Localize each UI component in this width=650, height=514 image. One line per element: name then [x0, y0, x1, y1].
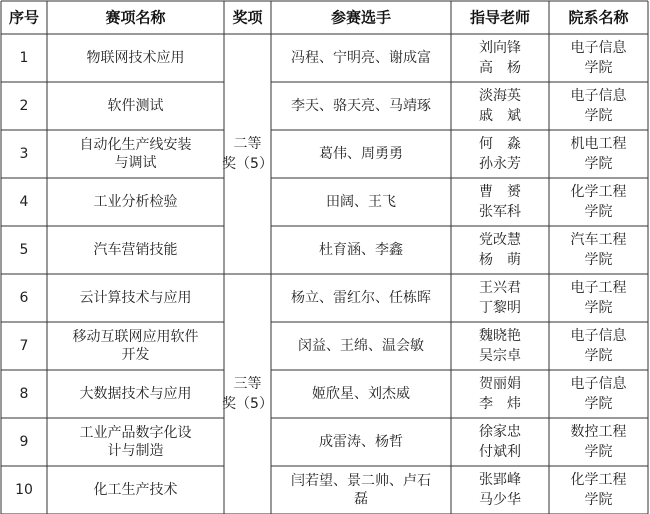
event-name: 开发 — [121, 347, 150, 363]
column-header: 参赛选手 — [330, 8, 392, 27]
award-level: 奖（5） — [222, 156, 273, 172]
teachers: 李 炜 — [479, 396, 521, 412]
event-name: 工业分析检验 — [93, 194, 178, 210]
department: 学院 — [584, 300, 613, 316]
event-name: 自动化生产线安装 — [79, 137, 192, 153]
department: 化学工程 — [570, 472, 627, 488]
players: 李天、骆天亮、马靖琢 — [291, 98, 431, 114]
column-header: 序号 — [8, 8, 40, 27]
row-number: 8 — [19, 386, 29, 402]
teachers: 张郢峰 — [479, 472, 521, 488]
award-level: 二等 — [233, 136, 262, 152]
column-header: 指导老师 — [469, 8, 531, 27]
teachers: 戚 斌 — [479, 108, 521, 124]
teachers: 淡海英 — [479, 88, 521, 104]
players: 冯程、宁明亮、谢成富 — [291, 50, 431, 66]
department: 电子信息 — [570, 328, 627, 344]
players: 姬欣星、刘杰威 — [312, 386, 410, 402]
department: 汽车工程 — [570, 232, 627, 248]
row-number: 10 — [15, 482, 33, 498]
players: 葛伟、周勇勇 — [319, 146, 403, 162]
players: 杨立、雷红尔、任栋晖 — [291, 290, 431, 306]
players: 闵益、王绵、温会敏 — [298, 338, 424, 354]
players: 田阔、王飞 — [326, 194, 396, 210]
teachers: 高 杨 — [479, 60, 521, 76]
event-name: 移动互联网应用软件 — [72, 329, 199, 345]
teachers: 杨 萌 — [479, 252, 521, 268]
teachers: 何 淼 — [479, 136, 521, 152]
event-name: 与调试 — [114, 155, 157, 171]
department: 电子信息 — [570, 88, 627, 104]
event-name: 大数据技术与应用 — [79, 386, 192, 402]
department: 学院 — [584, 156, 613, 172]
event-name: 计与制造 — [107, 443, 164, 459]
teachers: 吴宗卓 — [479, 348, 521, 364]
event-name: 汽车营销技能 — [93, 242, 178, 258]
row-number: 2 — [19, 98, 29, 114]
row-number: 6 — [19, 290, 29, 306]
department: 学院 — [584, 60, 613, 76]
teachers: 党改慧 — [479, 232, 521, 248]
department: 学院 — [584, 108, 613, 124]
teachers: 孙永芳 — [479, 156, 521, 172]
players: 杜育涵、李鑫 — [319, 242, 403, 258]
award-level: 奖（5） — [222, 396, 273, 412]
teachers: 马少华 — [479, 492, 521, 508]
department: 化学工程 — [570, 184, 627, 200]
column-header: 赛项名称 — [105, 8, 166, 27]
row-number: 3 — [19, 146, 29, 162]
players: 闫若望、景二帅、卢石 — [291, 473, 431, 489]
teachers: 张军科 — [479, 204, 521, 220]
department: 学院 — [584, 204, 613, 220]
row-number: 7 — [19, 338, 29, 354]
department: 学院 — [584, 492, 613, 508]
department: 电子工程 — [570, 280, 627, 296]
column-header: 奖项 — [232, 8, 263, 27]
teachers: 魏晓艳 — [479, 328, 521, 344]
teachers: 刘向锋 — [479, 40, 521, 56]
players: 成雷涛、杨哲 — [319, 434, 403, 450]
department: 机电工程 — [570, 136, 627, 152]
column-header: 院系名称 — [568, 8, 629, 27]
event-name: 工业产品数字化设 — [79, 425, 192, 441]
department: 电子信息 — [570, 40, 627, 56]
department: 学院 — [584, 444, 613, 460]
department: 学院 — [584, 348, 613, 364]
department: 数控工程 — [570, 424, 627, 440]
department: 电子信息 — [570, 376, 627, 392]
row-number: 9 — [19, 434, 29, 450]
players: 磊 — [354, 491, 368, 507]
award-level: 三等 — [233, 376, 262, 392]
teachers: 丁黎明 — [479, 300, 521, 316]
teachers: 付斌利 — [479, 444, 521, 460]
teachers: 贺丽娟 — [479, 376, 521, 392]
event-name: 化工生产技术 — [93, 482, 178, 498]
event-name: 云计算技术与应用 — [79, 290, 192, 306]
teachers: 王兴君 — [479, 280, 521, 296]
teachers: 徐家忠 — [479, 424, 521, 440]
event-name: 物联网技术应用 — [86, 50, 185, 66]
row-number: 5 — [19, 242, 29, 258]
row-number: 4 — [19, 194, 29, 210]
teachers: 曹 赟 — [479, 184, 521, 200]
department: 学院 — [584, 396, 613, 412]
row-number: 1 — [19, 50, 29, 66]
event-name: 软件测试 — [107, 98, 164, 114]
department: 学院 — [584, 252, 613, 268]
